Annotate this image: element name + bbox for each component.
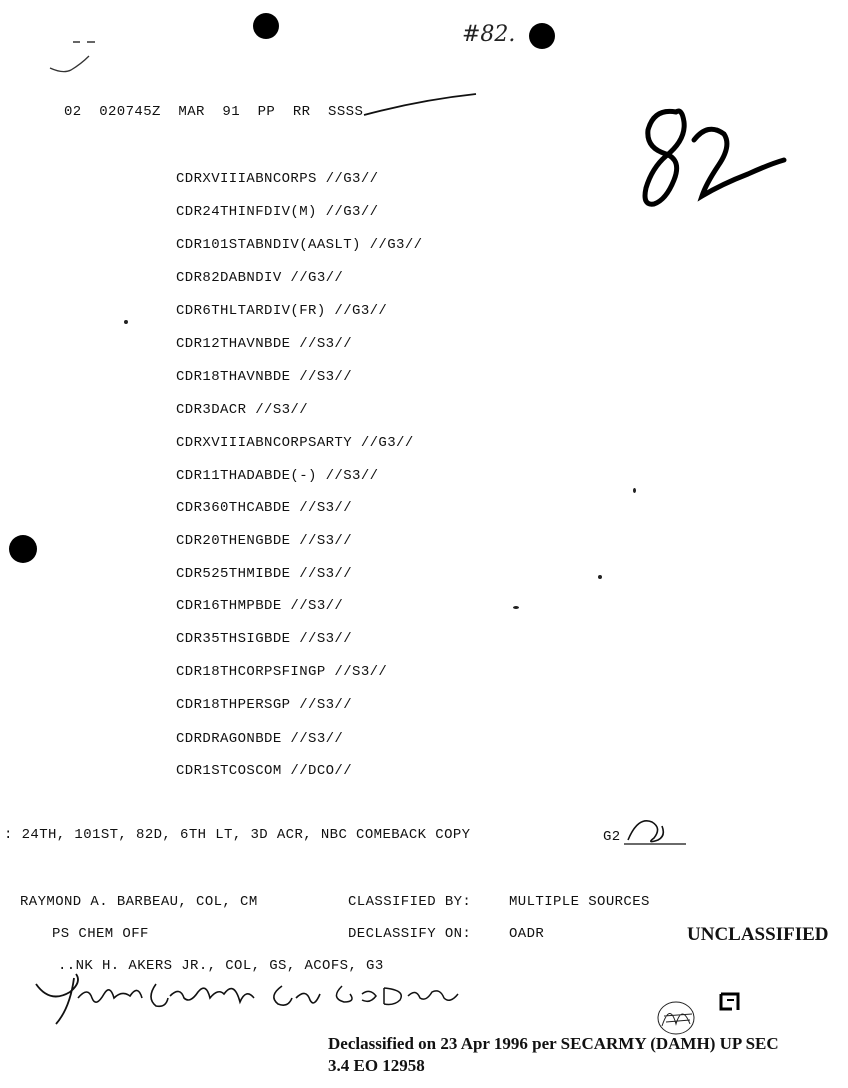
- handwritten-82: [636, 100, 796, 215]
- originator-name: RAYMOND A. BARBEAU, COL, CM: [20, 894, 258, 910]
- addressee-line: CDR16THMPBDE //S3//: [176, 598, 344, 614]
- handwritten-doc-number: #82.: [462, 22, 516, 47]
- addressee-line: CDR101STABNDIV(AASLT) //G3//: [176, 237, 423, 253]
- classified-by-value: MULTIPLE SOURCES: [509, 894, 650, 910]
- speck: [598, 575, 602, 579]
- addressee-line: CDR18THAVNBDE //S3//: [176, 369, 353, 385]
- addressee-line: CDR360THCABDE //S3//: [176, 500, 353, 516]
- speck: [124, 320, 128, 324]
- addressee-line: CDR24THINFDIV(M) //G3//: [176, 204, 379, 220]
- addressee-line: CDR18THPERSGP //S3//: [176, 697, 353, 713]
- addressee-line: CDR18THCORPSFINGP //S3//: [176, 664, 388, 680]
- punch-hole-top-right: [529, 23, 555, 49]
- unclassified-marking: UNCLASSIFIED: [687, 924, 829, 945]
- declass-note-line2: 3.4 EO 12958: [328, 1056, 425, 1075]
- addressee-line: CDRXVIIIABNCORPS //G3//: [176, 171, 379, 187]
- subject-line: : 24TH, 101ST, 82D, 6TH LT, 3D ACR, NBC COMEBACK COPY: [4, 827, 471, 843]
- addressee-line: CDR525THMIBDE //S3//: [176, 566, 353, 582]
- declassify-on-label: DECLASSIFY ON:: [348, 926, 472, 942]
- addressee-line: CDR6THLTARDIV(FR) //G3//: [176, 303, 388, 319]
- speck: [513, 606, 519, 609]
- speck: [633, 488, 636, 493]
- declass-note-line1: Declassified on 23 Apr 1996 per SECARMY (DAMH) UP SEC: [328, 1034, 779, 1053]
- addressee-line: CDRDRAGONBDE //S3//: [176, 731, 344, 747]
- box-mark: [718, 990, 742, 1014]
- addressee-line: CDRXVIIIABNCORPSARTY //G3//: [176, 435, 414, 451]
- punch-hole-left: [9, 535, 37, 563]
- addressee-line: CDR12THAVNBDE //S3//: [176, 336, 353, 352]
- declassify-on-value: OADR: [509, 926, 545, 942]
- punch-hole-top-left: [253, 13, 279, 39]
- addressee-line: CDR20THENGBDE //S3//: [176, 533, 353, 549]
- dtg-line: 02 020745Z MAR 91 PP RR SSSS: [64, 104, 364, 120]
- pen-tick-mark: [45, 30, 105, 80]
- originator-position: PS CHEM OFF: [52, 926, 149, 942]
- addressee-line: CDR3DACR //S3//: [176, 402, 309, 418]
- addressee-line: CDR1STCOSCOM //DCO//: [176, 763, 353, 779]
- initials-scribble: [618, 810, 690, 852]
- classified-by-label: CLASSIFIED BY:: [348, 894, 472, 910]
- releaser-line: ..NK H. AKERS JR., COL, GS, ACOFS, G3: [58, 958, 384, 974]
- strike-through-line: [360, 88, 480, 123]
- addressee-line: CDR82DABNDIV //G3//: [176, 270, 344, 286]
- subject-suffix: G2: [603, 829, 621, 845]
- addressee-line: CDR35THSIGBDE //S3//: [176, 631, 353, 647]
- handwritten-signature: [30, 968, 470, 1030]
- addressee-line: CDR11THADABDE(-) //S3//: [176, 468, 379, 484]
